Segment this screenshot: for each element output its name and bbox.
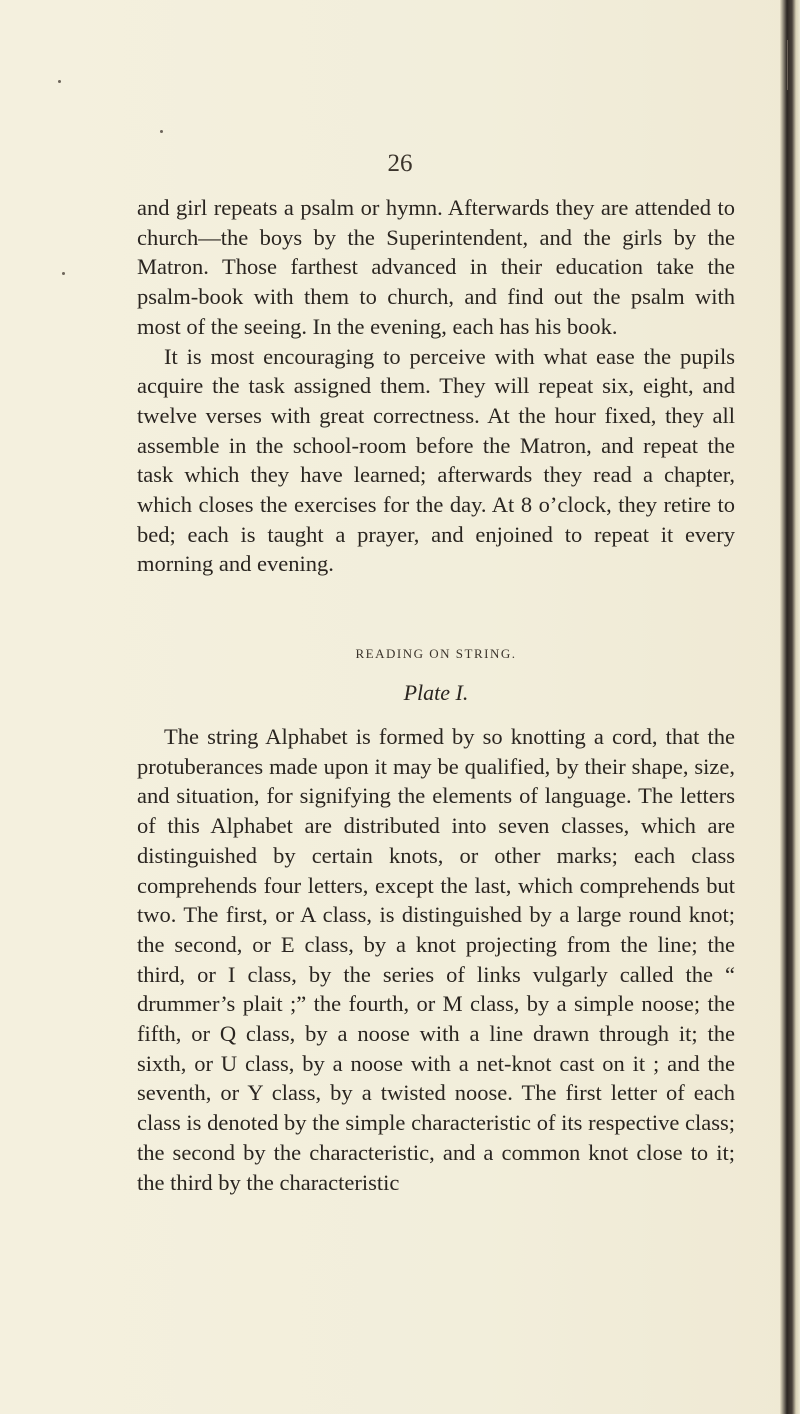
page-speck <box>58 80 61 83</box>
body-text-top <box>137 193 735 579</box>
paragraph: and girl repeats a psalm or hymn. Afterwards they are attended to church—the boys by the Superintendent, and the girls by the Matron. Those farthest advanced in their education take the psalm-book with them to church, and find out the psalm with most of the seeing. In the evening, each has his book. <box>137 195 735 339</box>
edge-mark <box>787 40 796 90</box>
section-heading: READING ON STRING. <box>355 646 517 661</box>
page-speck <box>160 130 163 133</box>
page-speck <box>62 272 65 275</box>
page-edge-binding <box>780 0 800 1414</box>
page-number: 26 <box>387 150 413 177</box>
paragraph: It is most encouraging to perceive with what ease the pupils acquire the task assigned them. They will repeat six, eight, and twelve verses with great correctness. At the hour fixed, they all assemble in the school-room before the Matron, and repeat the task which they have learned; afterwards they read a chapter, which closes the exercises for the day. At 8 o’clock, they retire to bed; each is taught a prayer, and enjoined to repeat it every morning and evening. <box>137 343 735 577</box>
plate-heading: Plate I. <box>403 680 469 705</box>
body-text-bottom <box>137 722 735 1197</box>
paragraph: The string Alphabet is formed by so knotting a cord, that the protuberances made upon it may be qualified, by their shape, size, and situation, for signifying the elements of language. The letters of this Alphabet are distributed into seven classes, which are distinguished by certain knots, or other marks; each class comprehends four letters, except the last, which comprehends but two. The first, or A class, is distinguished by a large round knot; the second, or E class, by a knot projecting from the line; the third, or I class, by the series of links vulgarly called the “ drummer’s plait ;” the fourth, or M class, by a simple noose; the fifth, or Q class, by a noose with a line drawn through it; the sixth, or U class, by a noose with a net-knot cast on it ; and the seventh, or Y class, by a twisted noose. The first letter of each class is denoted by the simple characteristic of its respective class; the second by the characteristic, and a common knot close to it; the third by the characteristic <box>137 724 735 1195</box>
